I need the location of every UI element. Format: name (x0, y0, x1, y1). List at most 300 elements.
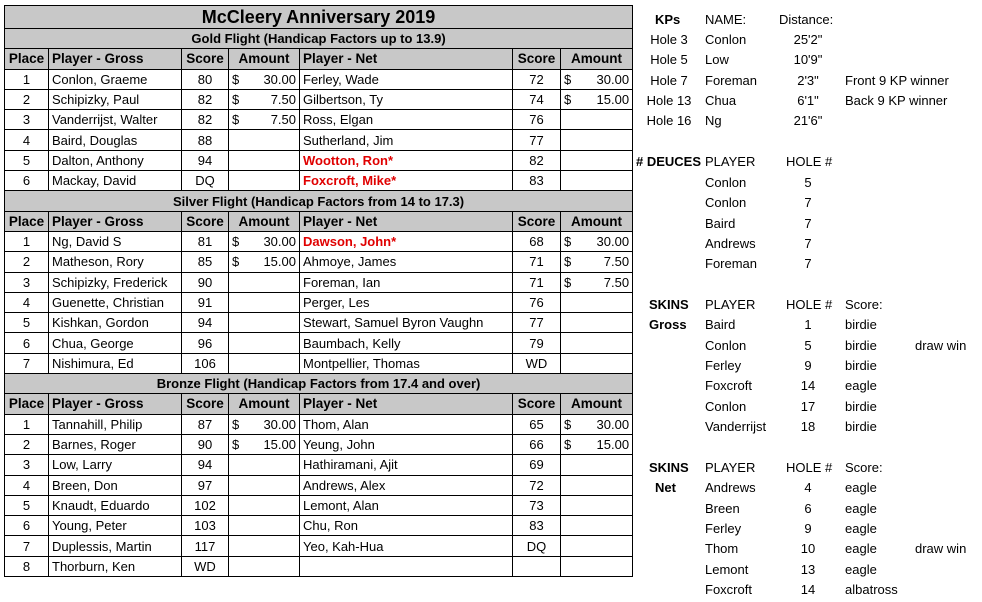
place-cell: 5 (5, 313, 49, 333)
kp-distance: 2'3" (797, 72, 819, 88)
column-header-row (5, 49, 633, 69)
kp-hole: Hole 7 (650, 72, 688, 88)
amount-value: 15.00 (263, 437, 296, 453)
kp-hole: Hole 16 (646, 113, 692, 129)
place-cell: 7 (5, 353, 49, 373)
deuce-hole: 7 (804, 235, 812, 251)
kp-player: Low (705, 52, 729, 68)
flight-header (5, 29, 633, 49)
table-row (5, 110, 633, 130)
kp-hole: Hole 3 (650, 32, 688, 47)
amount-value: 7.50 (270, 92, 296, 108)
place-cell: 1 (5, 414, 49, 434)
net-amount-cell (561, 414, 633, 434)
net-player-cell: Yeung, John (300, 434, 513, 454)
currency-symbol: $ (564, 416, 572, 432)
skin-player: Baird (705, 317, 736, 333)
gross-amount-cell (229, 414, 300, 434)
currency-symbol: $ (232, 416, 240, 432)
table-row (5, 495, 633, 515)
net-player-cell: Gilbertson, Ty (300, 89, 513, 109)
gross-score-cell: 82 (182, 110, 229, 130)
net-score-cell: 69 (513, 455, 561, 475)
table-row (5, 333, 633, 353)
gross-score-cell: 117 (182, 536, 229, 556)
col-amount-net: Amount (561, 394, 633, 414)
col-score-net: Score (513, 49, 561, 69)
net-score-cell: 71 (513, 252, 561, 272)
net-player-cell: Stewart, Samuel Byron Vaughn (300, 313, 513, 333)
gross-player-cell: Young, Peter (49, 516, 182, 536)
net-player-cell: Foxcroft, Mike* (300, 171, 513, 191)
table-row (5, 516, 633, 536)
gross-score-cell: 85 (182, 252, 229, 272)
net-amount-cell (561, 516, 633, 536)
gross-player-cell: Ng, David S (49, 231, 182, 251)
skins-player-header: PLAYER (705, 297, 756, 312)
place-cell: 2 (5, 252, 49, 272)
col-player-net: Player - Net (300, 211, 513, 231)
kps-distance-header: Distance: (779, 12, 834, 27)
col-player-net: Player - Net (300, 49, 513, 69)
deuce-hole: 7 (804, 195, 812, 211)
net-score-cell: 79 (513, 333, 561, 353)
net-score-cell: 66 (513, 434, 561, 454)
place-cell: 1 (5, 69, 49, 89)
skin-score: birdie (845, 337, 877, 353)
net-score-cell: 68 (513, 231, 561, 251)
net-score-cell: 82 (513, 150, 561, 170)
amount-value: 30.00 (596, 71, 630, 87)
skin-player: Thom (705, 541, 739, 557)
kps-label: KPs (655, 12, 681, 27)
col-place: Place (5, 211, 49, 231)
skins-type-label: Gross (649, 317, 687, 333)
net-score-cell (513, 556, 561, 576)
net-player-cell: Yeo, Kah-Hua (300, 536, 513, 556)
net-player-cell: Perger, Les (300, 292, 513, 312)
skin-score: birdie (845, 398, 877, 414)
net-score-cell: DQ (513, 536, 561, 556)
skins-label: SKINS (649, 297, 689, 312)
skins-score-header: Score: (845, 297, 883, 312)
place-cell: 3 (5, 110, 49, 130)
kp-distance: 21'6" (793, 113, 823, 129)
net-score-cell: 71 (513, 272, 561, 292)
skin-player: Conlon (705, 337, 747, 353)
place-cell: 3 (5, 272, 49, 292)
table-row (5, 455, 633, 475)
gross-score-cell: 102 (182, 495, 229, 515)
net-amount-cell (561, 495, 633, 515)
net-player-cell: Foreman, Ian (300, 272, 513, 292)
deuce-player: Conlon (705, 175, 747, 190)
gross-player-cell: Knaudt, Eduardo (49, 495, 182, 515)
amount-value: 30.00 (263, 234, 296, 250)
currency-symbol: $ (232, 437, 240, 453)
currency-symbol: $ (564, 92, 572, 108)
flight-title: Silver Flight (Handicap Factors from 14 to 17.3) (5, 191, 633, 211)
skin-player: Andrews (705, 480, 756, 496)
net-score-cell: WD (513, 353, 561, 373)
table-row (5, 475, 633, 495)
net-player-cell: Hathiramani, Ajit (300, 455, 513, 475)
col-player-gross: Player - Gross (49, 211, 182, 231)
skin-player: Foxcroft (705, 378, 752, 394)
place-cell: 1 (5, 231, 49, 251)
gross-player-cell: Baird, Douglas (49, 130, 182, 150)
skin-hole: 14 (800, 378, 816, 394)
skin-player: Ferley (705, 520, 742, 536)
gross-amount-cell (229, 516, 300, 536)
kp-distance: 10'9" (793, 52, 823, 68)
kp-hole: Hole 13 (646, 92, 692, 108)
skins-hole-header: HOLE # (786, 297, 833, 312)
skin-hole: 5 (804, 337, 812, 353)
gross-player-cell: Matheson, Rory (49, 252, 182, 272)
skin-hole: 4 (804, 480, 812, 496)
col-score: Score (182, 394, 229, 414)
skin-player: Foxcroft (705, 581, 752, 597)
column-header-row (5, 394, 633, 414)
results-table (4, 5, 633, 577)
gross-score-cell: 106 (182, 353, 229, 373)
table-row (5, 556, 633, 576)
net-amount-cell (561, 313, 633, 333)
net-player-cell: Ferley, Wade (300, 69, 513, 89)
gross-amount-cell (229, 313, 300, 333)
kp-distance: 25'2" (793, 32, 823, 47)
net-amount-cell (561, 171, 633, 191)
kp-player: Ng (705, 113, 722, 129)
net-amount-cell (561, 434, 633, 454)
gross-player-cell: Breen, Don (49, 475, 182, 495)
net-score-cell: 72 (513, 69, 561, 89)
col-score: Score (182, 49, 229, 69)
currency-symbol: $ (232, 254, 240, 270)
net-player-cell: Ross, Elgan (300, 110, 513, 130)
col-amount-net: Amount (561, 211, 633, 231)
skin-player: Conlon (705, 398, 747, 414)
deuce-player: Baird (705, 215, 736, 231)
col-player-net: Player - Net (300, 394, 513, 414)
gross-amount-cell (229, 556, 300, 576)
net-score-cell: 72 (513, 475, 561, 495)
net-player-cell: Thom, Alan (300, 414, 513, 434)
gross-player-cell: Vanderrijst, Walter (49, 110, 182, 130)
gross-amount-cell (229, 231, 300, 251)
gross-score-cell: 94 (182, 150, 229, 170)
amount-value: 15.00 (263, 254, 296, 270)
currency-symbol: $ (564, 234, 572, 250)
amount-value: 30.00 (596, 234, 630, 250)
deuces-label: # DEUCES (636, 154, 702, 169)
net-player-cell: Andrews, Alex (300, 475, 513, 495)
net-score-cell: 74 (513, 89, 561, 109)
skin-score: eagle (845, 480, 877, 496)
net-amount-cell (561, 130, 633, 150)
skin-score: eagle (845, 541, 877, 557)
table-row (5, 434, 633, 454)
skin-score: birdie (845, 357, 877, 373)
gross-amount-cell (229, 333, 300, 353)
net-score-cell: 65 (513, 414, 561, 434)
gross-amount-cell (229, 89, 300, 109)
deuce-player: Foreman (705, 256, 758, 272)
col-player-gross: Player - Gross (49, 394, 182, 414)
col-place: Place (5, 49, 49, 69)
skin-score: eagle (845, 500, 877, 516)
currency-symbol: $ (564, 274, 572, 290)
gross-amount-cell (229, 69, 300, 89)
gross-amount-cell (229, 475, 300, 495)
net-player-cell: Wootton, Ron* (300, 150, 513, 170)
amount-value: 30.00 (596, 416, 630, 432)
gross-score-cell: 90 (182, 272, 229, 292)
place-cell: 4 (5, 475, 49, 495)
col-amount-net: Amount (561, 49, 633, 69)
net-amount-cell (561, 292, 633, 312)
net-amount-cell (561, 272, 633, 292)
gross-amount-cell (229, 150, 300, 170)
skin-hole: 14 (800, 581, 816, 597)
kps-name-header: NAME: (705, 12, 747, 27)
place-cell: 6 (5, 171, 49, 191)
skins-label: SKINS (649, 460, 689, 475)
net-amount-cell (561, 150, 633, 170)
kp-player: Foreman (705, 72, 758, 88)
kp-hole: Hole 5 (650, 52, 688, 68)
flight-header (5, 191, 633, 211)
net-amount-cell (561, 333, 633, 353)
skin-player: Vanderrijst (705, 418, 767, 434)
table-row (5, 150, 633, 170)
skin-note: draw win (915, 541, 967, 557)
currency-symbol: $ (232, 234, 240, 250)
amount-value: 30.00 (263, 71, 296, 87)
gross-amount-cell (229, 434, 300, 454)
gross-player-cell: Schipizky, Frederick (49, 272, 182, 292)
net-player-cell: Ahmoye, James (300, 252, 513, 272)
place-cell: 5 (5, 150, 49, 170)
gross-amount-cell (229, 252, 300, 272)
gross-score-cell: 87 (182, 414, 229, 434)
skin-hole: 17 (800, 398, 816, 414)
currency-symbol: $ (564, 71, 572, 87)
net-amount-cell (561, 252, 633, 272)
kp-player: Chua (705, 92, 737, 108)
table-row (5, 292, 633, 312)
gross-player-cell: Kishkan, Gordon (49, 313, 182, 333)
net-player-cell: Sutherland, Jim (300, 130, 513, 150)
gross-score-cell: 81 (182, 231, 229, 251)
col-place: Place (5, 394, 49, 414)
gross-player-cell: Nishimura, Ed (49, 353, 182, 373)
net-score-cell: 73 (513, 495, 561, 515)
amount-value: 7.50 (270, 112, 296, 128)
gross-player-cell: Guenette, Christian (49, 292, 182, 312)
table-row (5, 536, 633, 556)
skin-hole: 1 (804, 317, 812, 333)
net-score-cell: 83 (513, 171, 561, 191)
skin-hole: 6 (804, 500, 812, 516)
amount-value: 30.00 (263, 416, 296, 432)
table-row (5, 272, 633, 292)
table-row (5, 89, 633, 109)
amount-value: 7.50 (603, 274, 630, 290)
gross-score-cell: 90 (182, 434, 229, 454)
net-amount-cell (561, 556, 633, 576)
place-cell: 4 (5, 292, 49, 312)
table-row (5, 252, 633, 272)
col-score-net: Score (513, 211, 561, 231)
gross-score-cell: 94 (182, 455, 229, 475)
gross-score-cell: DQ (182, 171, 229, 191)
net-player-cell: Montpellier, Thomas (300, 353, 513, 373)
skins-type-label: Net (655, 480, 676, 496)
table-row (5, 130, 633, 150)
gross-player-cell: Thorburn, Ken (49, 556, 182, 576)
net-amount-cell (561, 475, 633, 495)
skin-score: eagle (845, 561, 877, 577)
net-amount-cell (561, 455, 633, 475)
kp-distance: 6'1" (797, 92, 819, 108)
net-amount-cell (561, 69, 633, 89)
table-row (5, 171, 633, 191)
net-player-cell (300, 556, 513, 576)
skin-player: Lemont (705, 561, 749, 577)
col-score: Score (182, 211, 229, 231)
gross-player-cell: Tannahill, Philip (49, 414, 182, 434)
gross-amount-cell (229, 110, 300, 130)
place-cell: 8 (5, 556, 49, 576)
gross-player-cell: Chua, George (49, 333, 182, 353)
skin-note: draw win (915, 337, 967, 353)
deuces-player-header: PLAYER (705, 154, 756, 169)
gross-player-cell: Conlon, Graeme (49, 69, 182, 89)
gross-amount-cell (229, 536, 300, 556)
kp-player: Conlon (705, 32, 747, 47)
gross-player-cell: Low, Larry (49, 455, 182, 475)
place-cell: 5 (5, 495, 49, 515)
amount-value: 7.50 (603, 254, 630, 270)
skin-hole: 10 (800, 541, 816, 557)
table-row (5, 69, 633, 89)
gross-score-cell: 88 (182, 130, 229, 150)
gross-score-cell: 103 (182, 516, 229, 536)
skin-score: birdie (845, 418, 877, 434)
skins-hole-header: HOLE # (786, 460, 833, 475)
place-cell: 6 (5, 333, 49, 353)
kp-note: Front 9 KP winner (845, 72, 949, 88)
place-cell: 6 (5, 516, 49, 536)
kp-note: Back 9 KP winner (845, 92, 948, 108)
page-title: McCleery Anniversary 2019 (5, 6, 633, 29)
deuce-hole: 7 (804, 256, 812, 272)
net-amount-cell (561, 353, 633, 373)
place-cell: 2 (5, 434, 49, 454)
gross-amount-cell (229, 272, 300, 292)
gross-player-cell: Dalton, Anthony (49, 150, 182, 170)
gross-score-cell: 97 (182, 475, 229, 495)
flight-title: Gold Flight (Handicap Factors up to 13.9) (5, 29, 633, 49)
skin-score: eagle (845, 378, 877, 394)
table-row (5, 414, 633, 434)
currency-symbol: $ (232, 71, 240, 87)
currency-symbol: $ (564, 437, 572, 453)
net-amount-cell (561, 536, 633, 556)
table-row (5, 353, 633, 373)
gross-amount-cell (229, 130, 300, 150)
gross-score-cell: 91 (182, 292, 229, 312)
net-score-cell: 76 (513, 292, 561, 312)
net-score-cell: 83 (513, 516, 561, 536)
skin-score: birdie (845, 317, 877, 333)
skin-score: albatross (845, 581, 898, 597)
column-header-row (5, 211, 633, 231)
skin-player: Breen (705, 500, 740, 516)
net-amount-cell (561, 231, 633, 251)
skin-hole: 9 (804, 520, 812, 536)
net-score-cell: 77 (513, 130, 561, 150)
gross-amount-cell (229, 292, 300, 312)
skin-hole: 18 (800, 418, 816, 434)
skins-score-header: Score: (845, 460, 883, 475)
amount-value: 15.00 (596, 92, 630, 108)
amount-value: 15.00 (596, 437, 630, 453)
gross-player-cell: Barnes, Roger (49, 434, 182, 454)
net-player-cell: Lemont, Alan (300, 495, 513, 515)
currency-symbol: $ (232, 112, 240, 128)
deuce-hole: 7 (804, 215, 812, 231)
gross-score-cell: WD (182, 556, 229, 576)
net-player-cell: Dawson, John* (300, 231, 513, 251)
deuce-hole: 5 (804, 175, 812, 190)
table-row (5, 231, 633, 251)
place-cell: 3 (5, 455, 49, 475)
gross-player-cell: Mackay, David (49, 171, 182, 191)
gross-amount-cell (229, 171, 300, 191)
skin-hole: 13 (800, 561, 816, 577)
skin-score: eagle (845, 520, 877, 536)
flight-title: Bronze Flight (Handicap Factors from 17.4 and over) (5, 374, 633, 394)
net-score-cell: 77 (513, 313, 561, 333)
skins-player-header: PLAYER (705, 460, 756, 475)
net-amount-cell (561, 110, 633, 130)
currency-symbol: $ (564, 254, 572, 270)
deuce-player: Andrews (705, 235, 756, 251)
gross-score-cell: 80 (182, 69, 229, 89)
col-amount: Amount (229, 211, 300, 231)
deuce-player: Conlon (705, 195, 747, 211)
skin-player: Ferley (705, 357, 742, 373)
gross-player-cell: Schipizky, Paul (49, 89, 182, 109)
skin-hole: 9 (804, 357, 812, 373)
net-player-cell: Baumbach, Kelly (300, 333, 513, 353)
flight-header (5, 374, 633, 394)
col-player-gross: Player - Gross (49, 49, 182, 69)
deuces-hole-header: HOLE # (786, 154, 833, 169)
col-score-net: Score (513, 394, 561, 414)
col-amount: Amount (229, 49, 300, 69)
col-amount: Amount (229, 394, 300, 414)
gross-amount-cell (229, 353, 300, 373)
net-amount-cell (561, 89, 633, 109)
gross-amount-cell (229, 495, 300, 515)
gross-amount-cell (229, 455, 300, 475)
gross-score-cell: 94 (182, 313, 229, 333)
place-cell: 2 (5, 89, 49, 109)
